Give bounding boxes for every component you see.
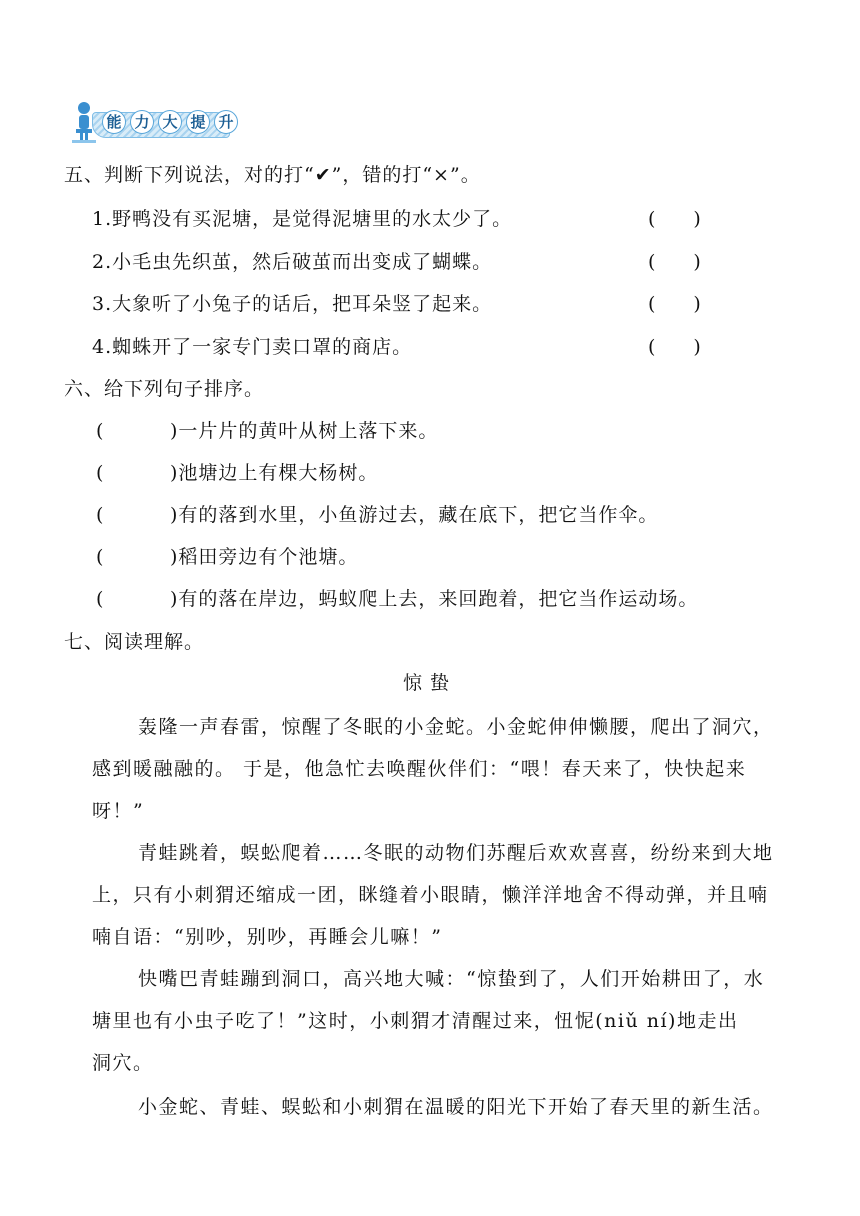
order-blank[interactable]: ( [96,420,105,442]
story-title: 惊蛰 [402,672,457,694]
answer-blank[interactable]: ( ) [648,208,701,230]
order-item-5 [96,584,698,611]
badge-title [102,110,238,134]
judge-item-4: 4.蜘蛛开了一家专门卖口罩的商店。 [92,336,413,358]
story-line: 小金蛇、青蛙、蜈蚣和小刺猬在温暖的阳光下开始了春天里的新生活。 [138,1096,774,1118]
judge-item-2: 2.小毛虫先织茧，然后破茧而出变成了蝴蝶。 [92,251,493,273]
story-line: 洞穴。 [92,1052,154,1074]
order-item-3 [96,500,658,527]
judge-item-3: 3.大象听了小兔子的话后，把耳朵竖了起来。 [92,293,493,315]
order-blank[interactable]: ( [96,588,105,610]
badge-char: 提 [186,110,210,134]
badge-char: 大 [158,110,182,134]
story-line: 塘里也有小虫子吃了！”这时，小刺猬才清醒过来，忸怩(niǔ ní)地走出 [92,1010,739,1032]
order-blank[interactable]: ( [96,504,105,526]
story-line: 呀！” [92,800,145,822]
section7-title: 七、阅读理解。 [64,631,205,653]
answer-blank[interactable]: ( ) [648,336,701,358]
story-line: 上，只有小刺猬还缩成一团，眯缝着小眼睛，懒洋洋地舍不得动弹，并且喃 [92,884,769,906]
order-sentence: )稻田旁边有个池塘。 [170,546,359,568]
story-line: 快嘴巴青蛙蹦到洞口，高兴地大喊：“惊蛰到了，人们开始耕田了，水 [138,968,765,990]
badge-char: 升 [214,110,238,134]
story-line: 轰隆一声春雷，惊醒了冬眠的小金蛇。小金蛇伸伸懒腰，爬出了洞穴， [138,716,774,738]
order-item-2 [96,458,378,485]
badge-char: 力 [130,110,154,134]
judge-item-1: 1.野鸭没有买泥塘，是觉得泥塘里的水太少了。 [92,208,513,230]
order-item-4 [96,542,358,569]
story-line: 青蛙跳着，蜈蚣爬着……冬眠的动物们苏醒后欢欢喜喜，纷纷来到大地 [138,842,774,864]
order-sentence: )池塘边上有棵大杨树。 [170,462,379,484]
order-sentence: )有的落到水里，小鱼游过去，藏在底下，把它当作伞。 [170,504,659,526]
story-line: 喃自语：“别吵，别吵，再睡会儿嘛！” [92,926,443,948]
section6-title: 六、给下列句子排序。 [64,378,265,400]
answer-blank[interactable]: ( ) [648,251,701,273]
answer-blank[interactable]: ( ) [648,293,701,315]
badge-char: 能 [102,110,126,134]
order-sentence: )有的落在岸边，蚂蚁爬上去，来回跑着，把它当作运动场。 [170,588,699,610]
story-line: 感到暖融融的。 于是，他急忙去唤醒伙伴们：“喂！春天来了，快快起来 [92,758,747,780]
order-blank[interactable]: ( [96,546,105,568]
ability-badge [72,100,232,144]
order-item-1 [96,416,438,443]
order-sentence: )一片片的黄叶从树上落下来。 [170,420,439,442]
section5-title: 五、判断下列说法，对的打“✔”，错的打“×”。 [64,164,481,186]
order-blank[interactable]: ( [96,462,105,484]
